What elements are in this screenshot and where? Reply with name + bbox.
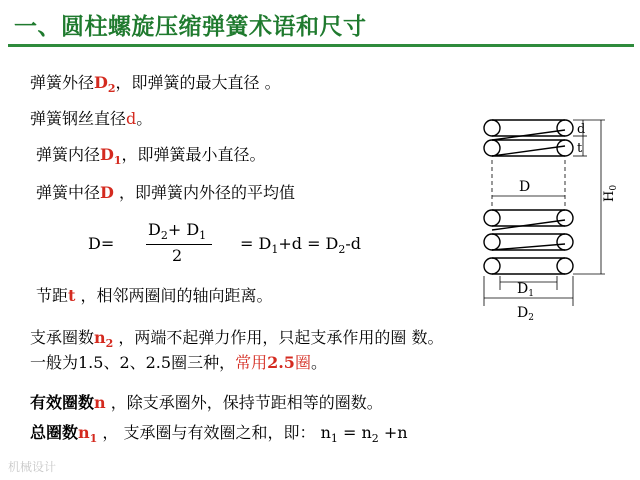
formula-denominator: 2 [172, 246, 183, 265]
support-coils-text: ，两端不起弹力作用，只起支承作用的圈 数。 [113, 328, 444, 347]
outer-diameter-subscript: 2 [107, 82, 116, 96]
wire-diameter-text: 。 [136, 109, 153, 128]
total-coils-symbol-text: n [78, 423, 90, 442]
pitch-text: ，相邻两圈间的轴向距离。 [75, 286, 273, 305]
support-coils-symbol-text: n [94, 328, 106, 347]
inner-diameter-subscript: 1 [113, 154, 122, 168]
outer-diameter-symbol [94, 73, 116, 96]
pitch-t-label: t [577, 141, 583, 156]
wire-diameter-symbol: d [126, 109, 137, 128]
mean-diameter-prefix: 弹簧中径 [36, 183, 101, 202]
general-coils-line [30, 350, 327, 373]
formula-rhs [240, 234, 361, 256]
wire-section-right-2 [557, 140, 573, 156]
inner-diameter-text: ，即弹簧最小直径。 [121, 145, 266, 164]
pitch-prefix: 节距 [36, 286, 69, 305]
wire-section-left-5 [484, 258, 500, 274]
active-coils-symbol: n [94, 393, 106, 412]
total-coils-text: ， 支承圈与有效圈之和，即： n [97, 423, 331, 442]
wire-diameter-line [30, 106, 152, 129]
pitch-symbol: t [68, 286, 76, 305]
free-height-label-text: H [602, 190, 617, 202]
common-coils-value: 2.5 [267, 353, 295, 372]
wire-section-left-1 [484, 120, 500, 136]
formula-num-d2-sub: 2 [160, 229, 168, 243]
support-coils-prefix: 支承圈数 [30, 328, 95, 347]
support-coils-subscript: 2 [105, 337, 114, 351]
common-coils-highlight [235, 353, 311, 372]
title-underline [8, 44, 634, 47]
total-coils-prefix: 总圈数 [30, 423, 79, 442]
wire-section-left-2 [484, 140, 500, 156]
outer-d2-subscript: 2 [528, 313, 534, 323]
inner-d1-label [517, 281, 534, 299]
total-eq-sub2: 2 [371, 432, 379, 446]
wire-section-left-4 [484, 234, 500, 250]
formula-num-d1-sub: 1 [199, 229, 207, 243]
formula-num-plus: + D [167, 220, 200, 239]
active-coils-line [30, 390, 383, 413]
wire-section-right-5 [557, 258, 573, 274]
formula-rhs-d1: = D [240, 234, 272, 253]
total-eq-mid: = n [337, 423, 372, 442]
total-eq-end: +n [378, 423, 408, 442]
total-coils-line [30, 420, 408, 445]
outer-d2-label-text: D [517, 305, 529, 321]
inner-diameter-prefix: 弹簧内径 [36, 145, 101, 164]
slide-title: 一、圆柱螺旋压缩弹簧术语和尺寸 [14, 14, 367, 40]
watermark: 机械设计 [8, 460, 57, 474]
formula-rhs-d2: +d = D [278, 234, 339, 253]
outer-diameter-symbol-text: D [94, 73, 108, 92]
wire-diameter-prefix: 弹簧钢丝直径 [30, 109, 127, 128]
active-coils-prefix: 有效圈数 [30, 393, 95, 412]
total-eq-sub1: 1 [330, 432, 338, 446]
outer-diameter-text: ，即弹簧的最大直径 。 [115, 73, 281, 92]
formula-rhs-d1-sub: 1 [271, 243, 279, 257]
outer-diameter-line [30, 70, 281, 95]
formula-rhs-minus-d: -d [345, 234, 362, 253]
inner-diameter-symbol [100, 145, 122, 168]
common-coils-unit: 圈 [294, 353, 311, 372]
total-coils-subscript: 1 [89, 432, 98, 446]
general-coils-end: 。 [310, 353, 327, 372]
general-coils-text: 一般为1.5、2、2.5圈三种， [30, 353, 236, 372]
wire-section-right-1 [557, 120, 573, 136]
mean-diameter-symbol: D [100, 183, 114, 202]
support-coils-symbol [94, 328, 114, 351]
inner-d1-subscript: 1 [528, 289, 534, 299]
spring-diagram [455, 100, 630, 330]
inner-d1-label-text: D [517, 281, 529, 297]
inner-diameter-line [36, 142, 266, 167]
free-height-label [602, 185, 619, 202]
pitch-line [36, 283, 273, 306]
free-height-subscript: 0 [609, 184, 619, 191]
active-coils-text: ，除支承圈外，保持节距相等的圈数。 [105, 393, 383, 412]
inner-diameter-symbol-text: D [100, 145, 114, 164]
formula-numerator [148, 220, 206, 242]
mean-d-label: D [519, 179, 531, 195]
outer-d2-label [517, 305, 534, 323]
fraction-bar [146, 244, 212, 245]
wire-d-label: d [577, 122, 586, 137]
total-coils-symbol [78, 423, 98, 446]
wire-section-right-4 [557, 234, 573, 250]
support-coils-line [30, 325, 444, 350]
formula-num-d2: D [148, 220, 161, 239]
wire-section-right-3 [557, 210, 573, 226]
mean-diameter-line [36, 180, 295, 203]
mean-diameter-text: ，即弹簧内外径的平均值 [113, 183, 295, 202]
formula-rhs-d2-sub: 2 [338, 243, 346, 257]
wire-section-left-3 [484, 210, 500, 226]
outer-diameter-prefix: 弹簧外径 [30, 73, 95, 92]
formula-lhs: D= [88, 234, 115, 253]
common-coils-word: 常用 [235, 353, 268, 372]
